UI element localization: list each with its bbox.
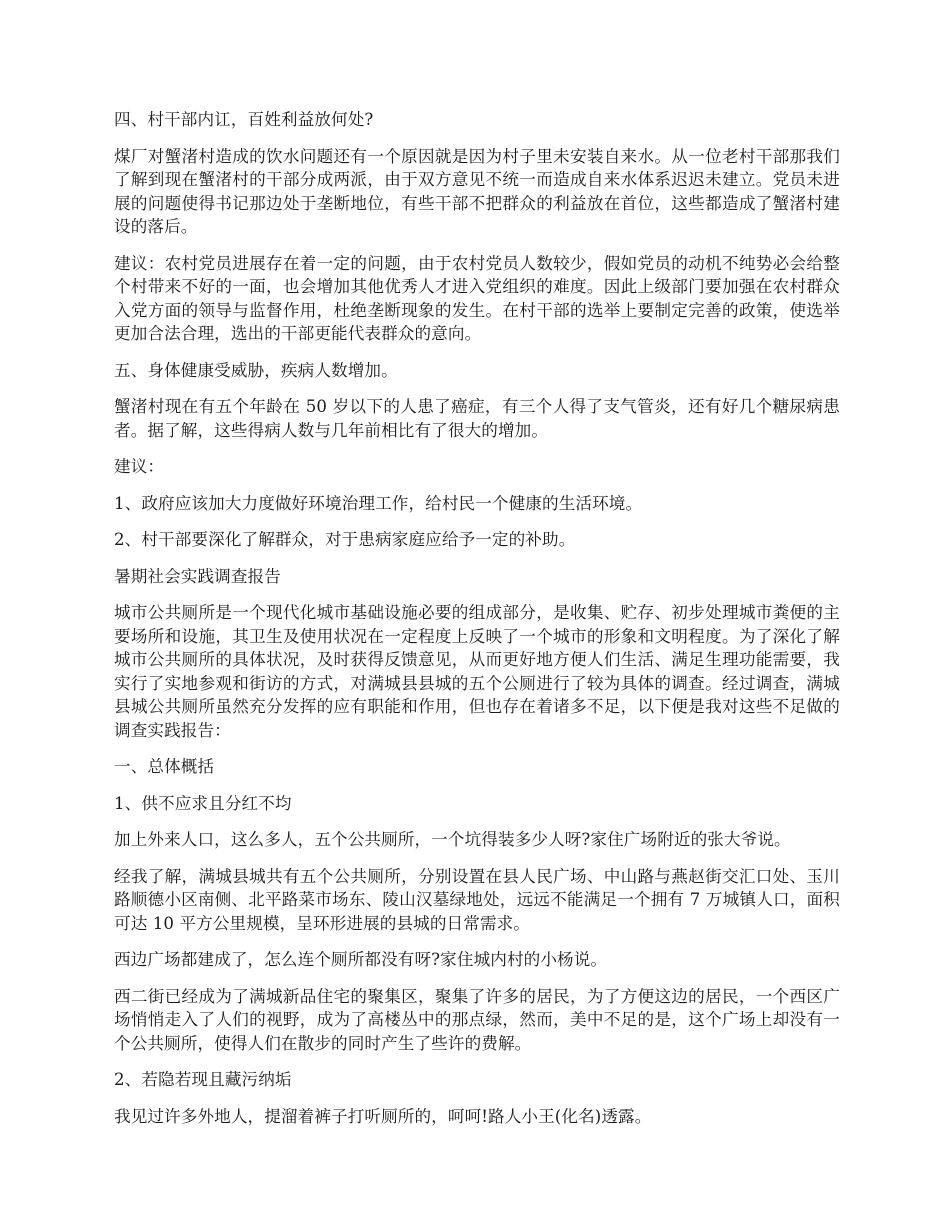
report-title: 暑期社会实践调查报告: [114, 566, 281, 586]
section-heading-4: 四、村干部内讧，百姓利益放何处?: [114, 110, 374, 129]
paragraph: 蟹渚村现在有五个年龄在 50 岁以下的人患了癌症，有三个人得了支气管炎，还有好几个糖尿病患者。据了解，这些得病人数与几年前相比有了很大的增加。: [114, 397, 840, 440]
paragraph: 煤厂对蟹渚村造成的饮水问题还有一个原因就是因为村子里未安装自来水。从一位老村干部那我们了解到现在蟹渚村的干部分成两派，由于双方意见不统一而造成自来水体系迟迟未建立。党员未进展的问题使得书记那边处于垄断地位，有些干部不把群众的利益放在首位，这些都造成了蟹渚村建设的落后。: [114, 146, 840, 236]
paragraph: 西二街已经成为了满城新品住宅的聚集区，聚集了许多的居民，为了方便这边的居民，一个西区广场悄悄走入了人们的视野，成为了高楼丛中的那点绿，然而，美中不足的是，这个广场上却没有一个公共厕所，使得人们在散步的同时产生了些许的费解。: [114, 986, 840, 1053]
paragraph: 城市公共厕所是一个现代化城市基础设施必要的组成部分，是收集、贮存、初步处理城市粪便的主要场所和设施，其卫生及使用状况在一定程度上反映了一个城市的形象和文明程度。为了深化了解城市公共厕所的具体状况，及时获得反馈意见，从而更好地方便人们生活、满足生理功能需要，我实行了实地参观和街访的方式，对满城县县城的五个公厕进行了较为具体的调查。经过调查，满城县城公共厕所虽然充分发挥的应有职能和作用，但也存在着诸多不足，以下便是我对这些不足做的调查实践报告：: [114, 603, 840, 740]
section-heading-5: 五、身体健康受威胁，疾病人数增加。: [114, 360, 398, 380]
paragraph: 经我了解，满城县城共有五个公共厕所，分别设置在县人民广场、中山路与燕赵街交汇口处、玉川路顺德小区南侧、北平路菜市场东、陵山汉墓绿地处，远远不能满足一个拥有 7 万城镇人口，面积可达 10 平方公里规模，呈环形进展的县城的日常需求。: [114, 866, 840, 933]
list-item: 2、村干部要深化了解群众，对于患病家庭应给予一定的补助。: [114, 530, 576, 549]
paragraph: 西边广场都建成了，怎么连个厕所都没有呀?家住城内村的小杨说。: [114, 950, 608, 969]
list-item: 1、政府应该加大力度做好环境治理工作，给村民一个健康的生活环境。: [114, 493, 643, 513]
document-body: [114, 108, 840, 1141]
subsection-heading-2: 2、若隐若现且藏污纳垢: [114, 1070, 292, 1089]
section-heading-1: 一、总体概括: [114, 757, 215, 776]
paragraph: 加上外来人口，这么多人，五个公共厕所，一个坑得装多少人呀?家住广场附近的张大爷说。: [114, 830, 791, 849]
paragraph: 建议：: [114, 457, 165, 476]
paragraph: 建议：农村党员进展存在着一定的问题，由于农村党员人数较少，假如党员的动机不纯势必会给整个村带来不好的一面，也会增加其他优秀人才进入党组织的难度。因此上级部门要加强在农村群众入党方面的领导与监督作用，杜绝垄断现象的发生。在村干部的选举上要制定完善的政策，使选举更加合法合理，选出的干部更能代表群众的意向。: [114, 253, 840, 343]
paragraph: 我见过许多外地人，提溜着裤子打听厕所的，呵呵!路人小王(化名)透露。: [114, 1106, 652, 1126]
subsection-heading-1: 1、供不应求且分红不均: [114, 793, 292, 813]
